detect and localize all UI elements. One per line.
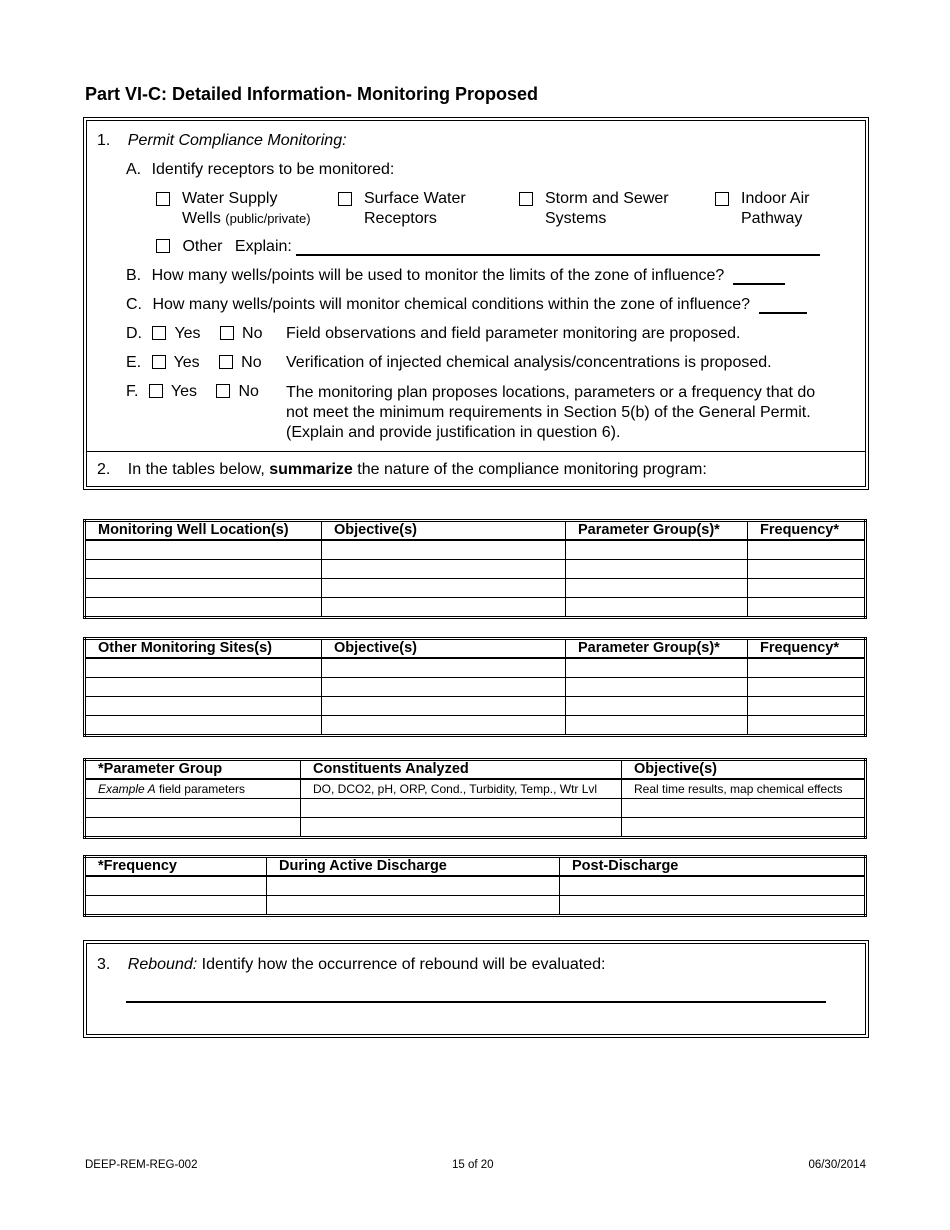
other-receptor-row <box>156 238 820 256</box>
table-row <box>85 540 866 560</box>
explain-label: Explain: <box>234 238 292 255</box>
table-cell[interactable] <box>560 896 866 916</box>
question-1-title: Permit Compliance Monitoring: <box>127 132 347 149</box>
no-label: No <box>238 383 259 400</box>
table-header-row <box>85 521 866 541</box>
table-cell[interactable] <box>322 540 566 560</box>
question-3 <box>97 956 605 974</box>
question-1-2-box <box>83 117 869 490</box>
item-d-text: Field observations and field parameter monitoring are proposed. <box>286 325 741 342</box>
question-2-text: In the tables below, <box>127 461 265 478</box>
column-header: Frequency* <box>748 521 866 541</box>
item-f <box>126 383 259 401</box>
example-label: Example A <box>98 782 156 796</box>
column-header: Post-Discharge <box>560 857 866 877</box>
table-cell[interactable] <box>622 818 866 838</box>
question-1 <box>97 132 347 150</box>
page-title: Part VI-C: Detailed Information- Monitoring Proposed <box>85 84 539 104</box>
table-row <box>85 697 866 716</box>
yes-label: Yes <box>173 354 200 371</box>
table-cell[interactable] <box>85 716 322 736</box>
table-cell[interactable] <box>301 818 622 838</box>
question-3-box <box>83 940 869 1038</box>
item-e-no-checkbox[interactable] <box>219 355 233 369</box>
question-2 <box>97 461 707 479</box>
table-header-row <box>85 857 866 877</box>
item-letter: C. <box>126 296 142 313</box>
table-cell[interactable] <box>322 579 566 598</box>
table-row <box>85 678 866 697</box>
table-row <box>85 658 866 678</box>
table-row <box>85 716 866 736</box>
zone-limit-wells-input[interactable] <box>733 269 785 285</box>
example-label-rest: field parameters <box>158 782 245 796</box>
water-supply-checkbox[interactable] <box>156 192 170 206</box>
table-cell[interactable] <box>322 598 566 618</box>
question-number: 3. <box>97 956 111 973</box>
table-cell[interactable] <box>322 716 566 736</box>
item-f-no-checkbox[interactable] <box>216 384 230 398</box>
receptor-option-storm-sewer[interactable] <box>519 189 669 229</box>
item-f-text <box>286 383 815 443</box>
item-letter: A. <box>126 161 142 178</box>
table-cell[interactable] <box>748 697 866 716</box>
table-row <box>85 896 866 916</box>
yes-label: Yes <box>174 325 201 342</box>
table-cell[interactable] <box>748 716 866 736</box>
item-e <box>126 354 262 372</box>
table-cell[interactable] <box>322 697 566 716</box>
table-cell[interactable] <box>566 560 748 579</box>
item-c-text: How many wells/points will monitor chemical conditions within the zone of influence? <box>152 296 751 313</box>
item-d <box>126 325 262 343</box>
frequency-table <box>83 855 867 917</box>
table-cell[interactable] <box>85 896 267 916</box>
column-header: Parameter Group(s)* <box>566 639 748 659</box>
revision-date: 06/30/2014 <box>808 1159 866 1171</box>
question-3-title: Rebound: <box>127 956 198 973</box>
column-header: Objective(s) <box>322 521 566 541</box>
table-cell[interactable] <box>748 579 866 598</box>
other-checkbox[interactable] <box>156 239 170 253</box>
explain-input-line[interactable] <box>296 240 820 256</box>
surface-water-checkbox[interactable] <box>338 192 352 206</box>
option-label: Water Supply <box>182 190 278 207</box>
column-header: *Frequency <box>85 857 267 877</box>
other-label: Other <box>182 238 223 255</box>
table-cell[interactable] <box>322 658 566 678</box>
column-header: Constituents Analyzed <box>301 760 622 780</box>
option-label: Storm and Sewer <box>545 190 669 207</box>
column-header: During Active Discharge <box>267 857 560 877</box>
item-f-line: (Explain and provide justification in question 6). <box>286 424 621 441</box>
table-cell[interactable] <box>560 876 866 896</box>
table-cell[interactable] <box>322 678 566 697</box>
column-header: Other Monitoring Sites(s) <box>85 639 322 659</box>
item-letter: B. <box>126 267 142 284</box>
indoor-air-checkbox[interactable] <box>715 192 729 206</box>
table-cell[interactable] <box>301 799 622 818</box>
table-cell[interactable] <box>622 799 866 818</box>
question-2-bold: summarize <box>269 461 353 478</box>
rebound-input-line[interactable] <box>126 1001 826 1003</box>
question-2-text: the nature of the compliance monitoring program: <box>357 461 707 478</box>
item-e-yes-checkbox[interactable] <box>152 355 166 369</box>
column-header: Frequency* <box>748 639 866 659</box>
item-c <box>126 296 807 314</box>
table-row <box>85 799 866 818</box>
item-b-text: How many wells/points will be used to monitor the limits of the zone of influence? <box>151 267 725 284</box>
table-cell[interactable] <box>566 697 748 716</box>
option-label: Indoor Air <box>741 190 810 207</box>
table-cell[interactable] <box>85 876 267 896</box>
table-row <box>85 876 866 896</box>
example-objective-cell: Real time results, map chemical effects <box>622 779 866 799</box>
yes-label: Yes <box>170 383 198 400</box>
other-monitoring-sites-table <box>83 637 867 737</box>
table-cell[interactable] <box>85 697 322 716</box>
item-letter: F. <box>126 383 139 400</box>
item-a-text: Identify receptors to be monitored: <box>151 161 395 178</box>
table-cell[interactable] <box>566 678 748 697</box>
column-header: Monitoring Well Location(s) <box>85 521 322 541</box>
table-cell[interactable] <box>85 560 322 579</box>
column-header: Objective(s) <box>622 760 866 780</box>
table-cell[interactable] <box>267 896 560 916</box>
table-row <box>85 579 866 598</box>
question-number: 2. <box>97 461 111 478</box>
item-letter: E. <box>126 354 142 371</box>
question-3-text: Identify how the occurrence of rebound will be evaluated: <box>201 956 606 973</box>
table-cell[interactable] <box>566 658 748 678</box>
item-d-no-checkbox[interactable] <box>220 326 234 340</box>
item-letter: D. <box>126 325 142 342</box>
item-d-yes-checkbox[interactable] <box>152 326 166 340</box>
no-label: No <box>241 354 262 371</box>
option-label: Receptors <box>364 210 437 227</box>
table-row <box>85 560 866 579</box>
table-cell[interactable] <box>85 658 322 678</box>
table-cell[interactable] <box>748 658 866 678</box>
receptor-option-surface-water[interactable] <box>338 189 466 229</box>
column-header: *Parameter Group <box>85 760 301 780</box>
form-id: DEEP-REM-REG-002 <box>85 1159 198 1171</box>
option-note: (public/private) <box>225 211 311 226</box>
option-label: Surface Water <box>364 190 466 207</box>
example-label-cell <box>85 779 301 799</box>
receptor-option-indoor-air[interactable] <box>715 189 809 229</box>
receptor-option-water-supply[interactable] <box>156 189 311 229</box>
table-cell[interactable] <box>566 579 748 598</box>
page-number: 15 of 20 <box>452 1159 494 1171</box>
option-label: Wells <box>182 210 221 227</box>
column-header: Objective(s) <box>322 639 566 659</box>
table-cell[interactable] <box>566 716 748 736</box>
table-cell[interactable] <box>566 598 748 618</box>
table-cell[interactable] <box>85 818 301 838</box>
example-constituents-cell: DO, DCO2, pH, ORP, Cond., Turbidity, Temp., Wtr Lvl <box>301 779 622 799</box>
question-number: 1. <box>97 132 111 149</box>
table-cell[interactable] <box>85 598 322 618</box>
table-cell[interactable] <box>322 560 566 579</box>
item-e-text: Verification of injected chemical analysis/concentrations is proposed. <box>286 354 772 371</box>
parameter-group-table <box>83 758 867 839</box>
monitoring-well-table <box>83 519 867 619</box>
item-f-line: not meet the minimum requirements in Section 5(b) of the General Permit. <box>286 404 811 421</box>
option-label: Systems <box>545 210 607 227</box>
option-label: Pathway <box>741 210 803 227</box>
item-f-line: The monitoring plan proposes locations, parameters or a frequency that do <box>286 384 816 401</box>
no-label: No <box>242 325 263 342</box>
item-b <box>126 267 785 285</box>
table-cell[interactable] <box>748 678 866 697</box>
table-cell[interactable] <box>748 598 866 618</box>
item-a <box>126 161 394 179</box>
table-row <box>85 818 866 838</box>
table-header-row <box>85 760 866 780</box>
table-cell[interactable] <box>748 560 866 579</box>
table-cell[interactable] <box>85 579 322 598</box>
example-row <box>85 779 866 799</box>
table-cell[interactable] <box>748 540 866 560</box>
box-divider <box>87 451 865 452</box>
item-f-yes-checkbox[interactable] <box>149 384 163 398</box>
table-cell[interactable] <box>566 540 748 560</box>
table-row <box>85 598 866 618</box>
storm-sewer-checkbox[interactable] <box>519 192 533 206</box>
table-cell[interactable] <box>85 799 301 818</box>
chemical-conditions-wells-input[interactable] <box>759 298 807 314</box>
column-header: Parameter Group(s)* <box>566 521 748 541</box>
table-cell[interactable] <box>85 540 322 560</box>
table-cell[interactable] <box>85 678 322 697</box>
table-cell[interactable] <box>267 876 560 896</box>
table-header-row <box>85 639 866 659</box>
